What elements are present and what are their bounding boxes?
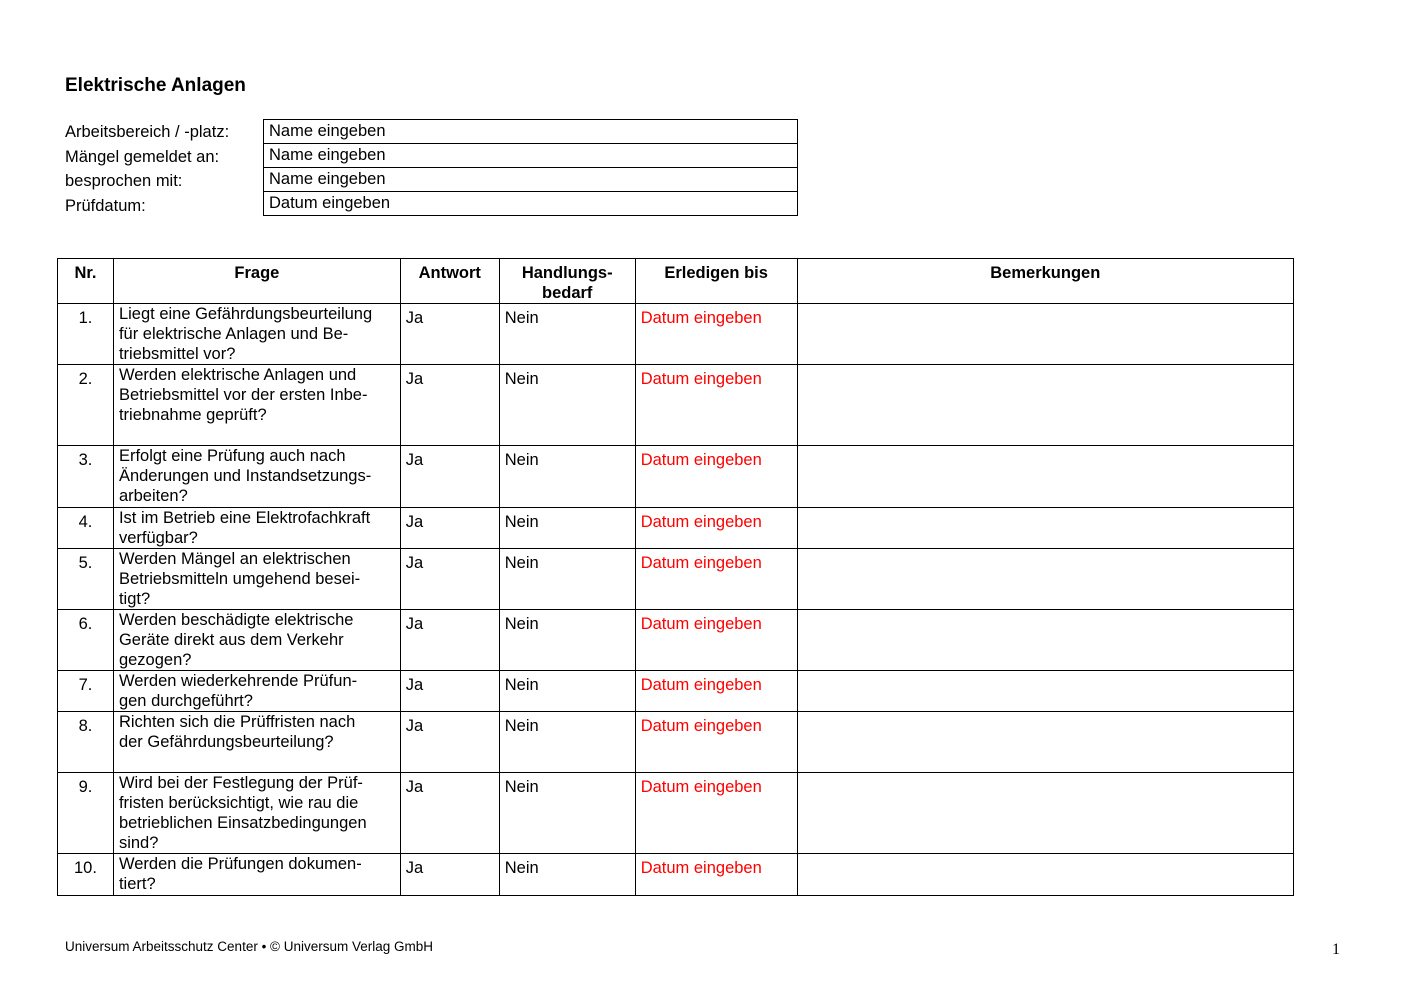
remarks-cell[interactable]	[797, 508, 1293, 549]
answer-cell[interactable]: Ja	[400, 671, 499, 712]
question-line: Werden elektrische Anlagen und	[118, 366, 357, 384]
answer-cell[interactable]: Ja	[400, 365, 499, 446]
answer-cell[interactable]: Ja	[400, 549, 499, 610]
question-line: Betriebsmittel vor der ersten Inbe-	[118, 386, 368, 404]
answer-cell[interactable]: Ja	[400, 304, 499, 365]
question-cell	[113, 508, 400, 549]
handlungsbedarf-cell[interactable]: Nein	[499, 773, 635, 854]
due-date-cell[interactable]: Datum eingeben	[635, 365, 797, 446]
due-date-cell[interactable]: Datum eingeben	[635, 446, 797, 508]
answer-cell[interactable]: Ja	[400, 446, 499, 508]
question-line: triebnahme geprüft?	[118, 406, 267, 424]
handlungsbedarf-cell[interactable]: Nein	[499, 446, 635, 508]
question-cell	[113, 671, 400, 712]
remarks-cell[interactable]	[797, 854, 1293, 896]
table-row	[58, 854, 1294, 896]
row-number: 1.	[58, 304, 114, 365]
question-line: Betriebsmitteln umgehend besei-	[118, 570, 361, 588]
remarks-cell[interactable]	[797, 610, 1293, 671]
header-nr: Nr.	[58, 259, 114, 304]
table-row	[58, 304, 1294, 365]
answer-cell[interactable]: Ja	[400, 712, 499, 773]
question-line: verfügbar?	[118, 529, 198, 547]
due-date-cell[interactable]: Datum eingeben	[635, 508, 797, 549]
info-label-besprochen-mit: besprochen mit:	[65, 172, 183, 190]
handlungsbedarf-cell[interactable]: Nein	[499, 549, 635, 610]
remarks-cell[interactable]	[797, 773, 1293, 854]
remarks-cell[interactable]	[797, 446, 1293, 508]
question-line: triebsmittel vor?	[118, 345, 236, 363]
due-date-cell[interactable]: Datum eingeben	[635, 549, 797, 610]
table-row	[58, 508, 1294, 549]
header-antwort: Antwort	[400, 259, 499, 304]
info-fields	[263, 119, 798, 216]
answer-cell[interactable]: Ja	[400, 773, 499, 854]
question-line: Werden Mängel an elektrischen	[118, 550, 351, 568]
due-date-cell[interactable]: Datum eingeben	[635, 712, 797, 773]
row-number: 10.	[58, 854, 114, 896]
question-line: tiert?	[118, 875, 156, 893]
answer-cell[interactable]: Ja	[400, 854, 499, 896]
row-number: 6.	[58, 610, 114, 671]
remarks-cell[interactable]	[797, 671, 1293, 712]
arbeitsbereich-field[interactable]: Name eingeben	[264, 120, 797, 144]
info-label-pruefdatum: Prüfdatum:	[65, 196, 146, 215]
question-cell	[113, 712, 400, 773]
question-line: Werden wiederkehrende Prüfun-	[118, 672, 358, 690]
question-line: Änderungen und Instandsetzungs-	[118, 467, 372, 485]
question-cell	[113, 610, 400, 671]
info-label-maengel-gemeldet: Mängel gemeldet an:	[65, 147, 220, 166]
question-line: Erfolgt eine Prüfung auch nach	[118, 447, 346, 465]
header-handlungsbedarf-line1: Handlungs-	[521, 264, 613, 282]
remarks-cell[interactable]	[797, 304, 1293, 365]
due-date-cell[interactable]: Datum eingeben	[635, 610, 797, 671]
row-number: 9.	[58, 773, 114, 854]
question-line: sind?	[118, 834, 159, 852]
header-handlungsbedarf	[499, 259, 635, 304]
due-date-cell[interactable]: Datum eingeben	[635, 773, 797, 854]
maengel-gemeldet-field[interactable]: Name eingeben	[264, 144, 797, 168]
question-line: Geräte direkt aus dem Verkehr	[118, 631, 344, 649]
question-line: Werden beschädigte elektrische	[118, 611, 354, 629]
handlungsbedarf-cell[interactable]: Nein	[499, 304, 635, 365]
table-row	[58, 446, 1294, 508]
question-cell	[113, 773, 400, 854]
question-line: arbeiten?	[118, 487, 188, 505]
info-labels	[65, 120, 229, 218]
handlungsbedarf-cell[interactable]: Nein	[499, 854, 635, 896]
header-erledigen-bis: Erledigen bis	[635, 259, 797, 304]
row-number: 2.	[58, 365, 114, 446]
row-number: 5.	[58, 549, 114, 610]
info-label-arbeitsbereich: Arbeitsbereich / -platz:	[65, 123, 230, 141]
question-line: für elektrische Anlagen und Be-	[118, 325, 349, 343]
question-line: tigt?	[118, 590, 151, 608]
question-cell	[113, 446, 400, 508]
handlungsbedarf-cell[interactable]: Nein	[499, 610, 635, 671]
question-line: Werden die Prüfungen dokumen-	[118, 855, 362, 873]
header-bemerkungen: Bemerkungen	[797, 259, 1293, 304]
remarks-cell[interactable]	[797, 712, 1293, 773]
question-cell	[113, 549, 400, 610]
question-cell	[113, 365, 400, 446]
question-line: betrieblichen Einsatzbedingungen	[118, 814, 367, 832]
table-row	[58, 549, 1294, 610]
answer-cell[interactable]: Ja	[400, 610, 499, 671]
table-row	[58, 365, 1294, 446]
handlungsbedarf-cell[interactable]: Nein	[499, 508, 635, 549]
page-number: 1	[1332, 941, 1340, 958]
question-line: Richten sich die Prüffristen nach	[118, 713, 356, 731]
question-line: gen durchgeführt?	[118, 692, 253, 710]
page-title: Elektrische Anlagen	[65, 75, 246, 96]
handlungsbedarf-cell[interactable]: Nein	[499, 712, 635, 773]
row-number: 3.	[58, 446, 114, 508]
question-line: fristen berücksichtigt, wie rau die	[118, 794, 359, 812]
question-line: Wird bei der Festlegung der Prüf-	[118, 774, 363, 792]
question-line: gezogen?	[118, 651, 192, 669]
header-handlungsbedarf-line2: bedarf	[542, 284, 593, 302]
table-row	[58, 610, 1294, 671]
pruefdatum-field[interactable]: Datum eingeben	[269, 194, 391, 212]
header-frage: Frage	[113, 259, 400, 304]
question-line: Ist im Betrieb eine Elektrofachkraft	[118, 509, 371, 527]
row-number: 8.	[58, 712, 114, 773]
table-row	[58, 712, 1294, 773]
checklist-table	[57, 258, 1294, 896]
question-line: Liegt eine Gefährdungsbeurteilung	[118, 305, 373, 323]
due-date-cell[interactable]: Datum eingeben	[635, 671, 797, 712]
remarks-cell[interactable]	[797, 549, 1293, 610]
besprochen-mit-field[interactable]: Name eingeben	[264, 168, 797, 192]
row-number: 4.	[58, 508, 114, 549]
footer-copyright: Universum Arbeitsschutz Center • © Universum Verlag GmbH	[65, 939, 434, 954]
question-cell	[113, 854, 400, 896]
handlungsbedarf-cell[interactable]: Nein	[499, 671, 635, 712]
table-header-row	[58, 259, 1294, 304]
handlungsbedarf-cell[interactable]: Nein	[499, 365, 635, 446]
question-line: der Gefährdungsbeurteilung?	[118, 733, 334, 751]
row-number: 7.	[58, 671, 114, 712]
due-date-cell[interactable]: Datum eingeben	[635, 304, 797, 365]
remarks-cell[interactable]	[797, 365, 1293, 446]
question-cell	[113, 304, 400, 365]
table-row	[58, 773, 1294, 854]
table-row	[58, 671, 1294, 712]
due-date-cell[interactable]: Datum eingeben	[635, 854, 797, 896]
checklist-body	[58, 304, 1294, 896]
answer-cell[interactable]: Ja	[400, 508, 499, 549]
